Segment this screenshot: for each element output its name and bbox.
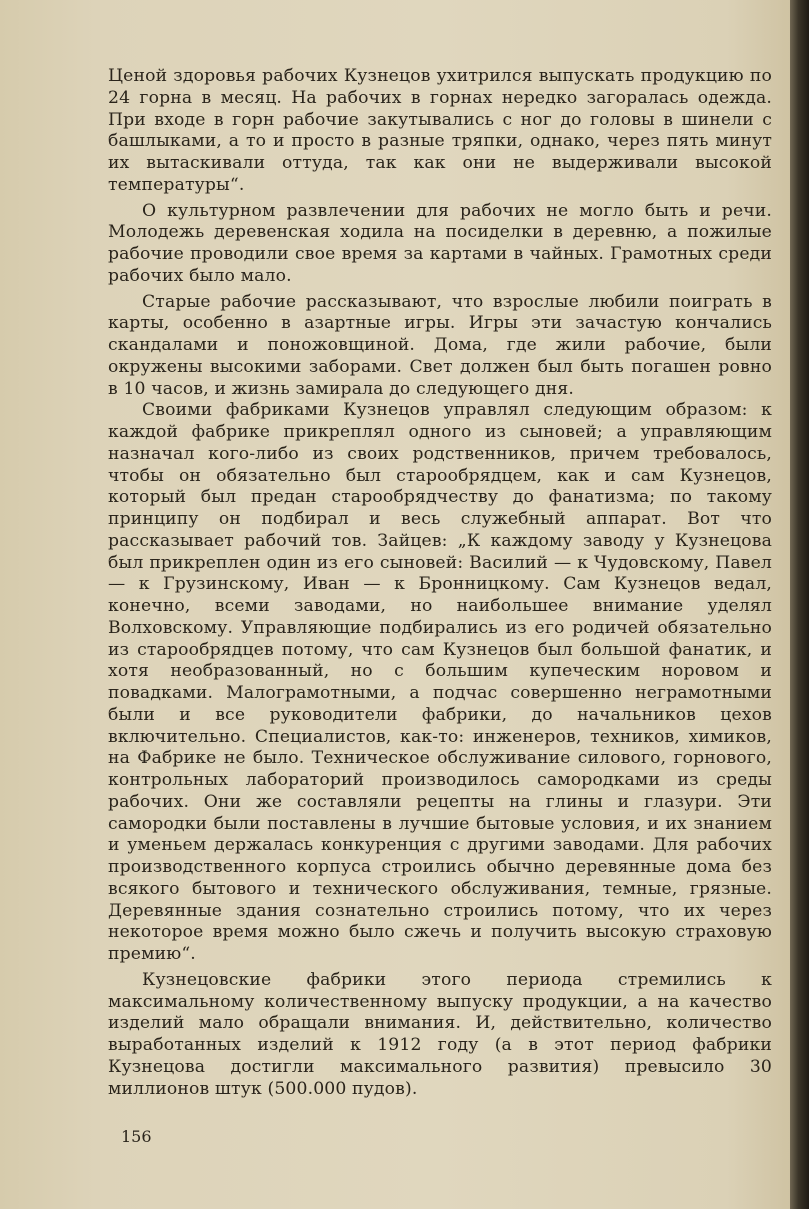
page-body-text xyxy=(108,66,772,1100)
paragraph-5: Кузнецовские фабрики этого периода стремились к максимальному количественному выпуску продукции, а на качество изделий мало обращали внимания. И, действительно, количество выработанных изделий к 1912 году (а в этот период фабрики Кузнецова достигли максимального развития) превысило 30 миллионов штук (500.000 пудов). xyxy=(108,969,772,1099)
paragraph-4: Своими фабриками Кузнецов управлял следующим образом: к каждой фабрике прикреплял одного из сыновей; а управляющим назначал кого-либо из своих родственников, причем требовалось, чтобы он обязательно был старообрядцем, как и сам Кузнецов, который был предан старообрядчеству до фанатизма; по такому принципу он подбирал и весь служебный аппарат. Вот что рассказывает рабочий тов. Зайцев: „К каждому заводу у Кузнецова был прикреплен один из его сыновей: Василий — к Чудовскому, Павел — к Грузинскому, Иван — к Бронницкому. Сам Кузнецов ведал, конечно, всеми заводами, но наибольшее внимание уделял Волховскому. Управляющие подбирались из его родичей обязательно из старообрядцев потому, что сам Кузнецов был большой фанатик, и хотя необразованный, но с большим купеческим норовом и повадками. Малограмотными, а подчас совершенно неграмотными были и все руководители фабрики, до начальников цехов включительно. Специалистов, как-то: инженеров, техников, химиков, на Фабрике не было. Техническое обслуживание силового, горнового, контрольных лабораторий производилось самородками из среды рабочих. Они же составляли рецепты на глины и глазури. Эти самородки были поставлены в лучшие бытовые условия, и их знанием и уменьем держалась конкуренция с другими заводами. Для рабочих производственного корпуса строились обычно деревянные дома без всякого бытового и технического обслуживания, темные, грязные. Деревянные здания сознательно строились потому, что их через некоторое время можно было сжечь и получить высокую страховую премию“. xyxy=(108,400,772,964)
paragraph-2: О культурном развлечении для рабочих не могло быть и речи. Молодежь деревенская ходила на посиделки в деревню, а пожилые рабочие проводили свое время за картами в чайных. Грамотных среди рабочих было мало. xyxy=(108,200,772,286)
book-spine-edge xyxy=(790,0,809,1209)
page-number: 156 xyxy=(121,1127,152,1146)
paragraph-1: Ценой здоровья рабочих Кузнецов ухитрился выпускать продукцию по 24 горна в месяц. На рабочих в горнах нередко загоралась одежда. При входе в горн рабочие закутывались с ног до головы в шинели с башлыками, а то и просто в разные тряпки, однако, через пять минут их вытаскивали оттуда, так как они не выдерживали высокой температуры“. xyxy=(108,66,772,195)
paragraph-3: Старые рабочие рассказывают, что взрослые любили поиграть в карты, особенно в азартные игры. Игры эти зачастую кончались скандалами и поножовщиной. Дома, где жили рабочие, были окружены высокими заборами. Свет должен был быть погашен ровно в 10 часов, и жизнь замирала до следующего дня. xyxy=(108,291,772,399)
